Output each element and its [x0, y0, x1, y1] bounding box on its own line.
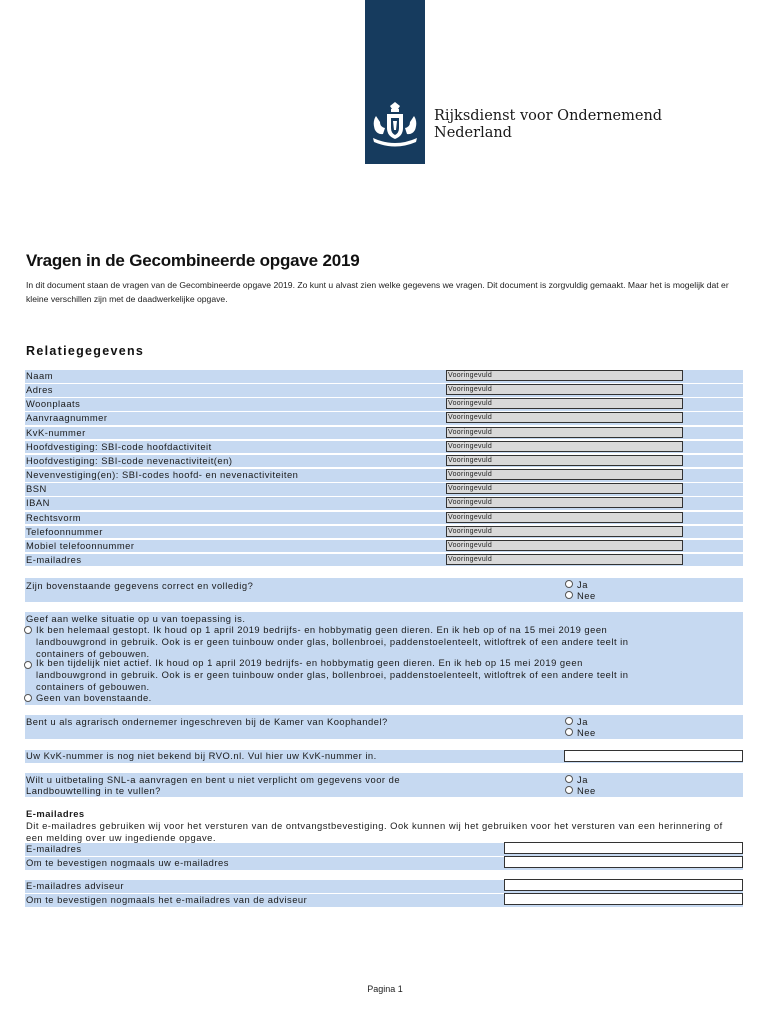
question-snl-label-line2: Landbouwtelling in te vullen? — [26, 785, 161, 796]
prefilled-field: Vooringevuld — [446, 497, 683, 508]
radio-snl-no[interactable] — [565, 786, 573, 794]
prefilled-field: Vooringevuld — [446, 412, 683, 423]
organization-name-line2: Nederland — [434, 125, 512, 141]
email-section-heading: E-mailadres — [26, 808, 85, 819]
relation-field-label: Hoofdvestiging: SBI-code nevenactiviteit(en) — [26, 454, 233, 466]
intro-text: In dit document staan de vragen van de Gecombineerde opgave 2019. Zo kunt u alvast zien welke gegevens we vragen. Dit document is zorgvuldig gemaakt. Maar het is mogelijk dat er kleine verschillen zijn met de daadwerkelijke opgave. — [26, 280, 729, 304]
advisor-email-confirm-input[interactable] — [504, 893, 743, 905]
relation-field-row — [25, 469, 743, 482]
radio-kvk-no-label: Nee — [577, 727, 596, 738]
prefilled-field: Vooringevuld — [446, 384, 683, 395]
prefilled-field: Vooringevuld — [446, 540, 683, 551]
logo-bar — [365, 0, 425, 164]
relation-field-row — [25, 455, 743, 468]
radio-correct-yes[interactable] — [565, 580, 573, 588]
relation-field-label: Adres — [26, 384, 53, 396]
kvk-number-input[interactable] — [564, 750, 743, 762]
email-label: E-mailadres — [26, 843, 82, 854]
radio-situation-none[interactable] — [24, 694, 32, 702]
email-input[interactable] — [504, 842, 743, 854]
question-correct-label: Zijn bovenstaande gegevens correct en volledig? — [26, 580, 254, 591]
relation-field-label: IBAN — [26, 497, 50, 509]
relation-field-label: BSN — [26, 483, 47, 495]
page-number: Pagina 1 — [367, 984, 403, 994]
radio-kvk-no[interactable] — [565, 728, 573, 736]
question-correct — [25, 578, 743, 602]
question-kvk-registered — [25, 715, 743, 739]
relation-field-label: E-mailadres — [26, 553, 82, 565]
prefilled-field: Vooringevuld — [446, 441, 683, 452]
relation-field-row — [25, 384, 743, 397]
prefilled-field: Vooringevuld — [446, 526, 683, 537]
email-section-description: Dit e-mailadres gebruiken wij voor het versturen van de ontvangstbevestiging. Ook kunnen wij het gebruiken voor het versturen van een herinnering of een melding over uw ingediende opgave. — [26, 820, 723, 843]
radio-situation-inactive[interactable] — [24, 661, 32, 669]
prefilled-field: Vooringevuld — [446, 469, 683, 480]
radio-situation-stopped[interactable] — [24, 626, 32, 634]
relation-field-row — [25, 512, 743, 525]
prefilled-field: Vooringevuld — [446, 512, 683, 523]
relation-field-label: Telefoonnummer — [26, 525, 103, 537]
relation-field-row — [25, 554, 743, 567]
question-situation — [25, 612, 743, 705]
prefilled-field: Vooringevuld — [446, 427, 683, 438]
radio-correct-no-label: Nee — [577, 590, 596, 601]
email-confirm-label: Om te bevestigen nogmaals uw e-mailadres — [26, 857, 229, 868]
prefilled-field: Vooringevuld — [446, 554, 683, 565]
advisor-email-confirm-label: Om te bevestigen nogmaals het e-mailadres van de adviseur — [26, 894, 308, 905]
radio-correct-no[interactable] — [565, 591, 573, 599]
question-situation-label: Geef aan welke situatie op u van toepassing is. — [26, 613, 246, 624]
section-title-relatiegegevens: Relatiegegevens — [26, 344, 145, 358]
relation-field-label: Mobiel telefoonnummer — [26, 539, 135, 551]
relation-field-row — [25, 526, 743, 539]
situation-option-none: Geen van bovenstaande. — [36, 692, 152, 703]
relation-field-label: Aanvraagnummer — [26, 412, 108, 424]
relation-field-row — [25, 441, 743, 454]
relation-field-row — [25, 497, 743, 510]
document-title: Vragen in de Gecombineerde opgave 2019 — [26, 251, 360, 270]
relation-field-label: KvK-nummer — [26, 426, 86, 438]
prefilled-field: Vooringevuld — [446, 455, 683, 466]
situation-option-inactive: Ik ben tijdelijk niet actief. Ik houd op 1 april 2019 bedrijfs- en hobbymatig geen dieren. En ik heb op 15 mei 2019 geen landbouwgrond in gebruik. Ook is er geen tuinbouw onder glas, bollenbroei, paddenstoelenteelt, witloftrek of een andere teelt in containers of gebouwen. — [36, 657, 629, 692]
relation-field-row — [25, 540, 743, 553]
prefilled-field: Vooringevuld — [446, 483, 683, 494]
radio-snl-yes-label: Ja — [577, 774, 588, 785]
radio-snl-no-label: Nee — [577, 785, 596, 796]
question-kvk-registered-label: Bent u als agrarisch ondernemer ingeschreven bij de Kamer van Koophandel? — [26, 716, 388, 727]
relation-field-label: Rechtsvorm — [26, 511, 82, 523]
radio-kvk-yes-label: Ja — [577, 716, 588, 727]
prefilled-field: Vooringevuld — [446, 370, 683, 381]
advisor-email-input[interactable] — [504, 879, 743, 891]
relation-field-label: Woonplaats — [26, 398, 81, 410]
relation-field-row — [25, 412, 743, 425]
relation-field-row — [25, 483, 743, 496]
coat-of-arms-icon — [370, 102, 420, 148]
question-snl — [25, 773, 743, 797]
advisor-email-label: E-mailadres adviseur — [26, 880, 125, 891]
relation-field-label: Naam — [26, 370, 54, 381]
radio-snl-yes[interactable] — [565, 775, 573, 783]
organization-name-line1: Rijksdienst voor Ondernemend — [434, 108, 663, 124]
relation-field-row — [25, 427, 743, 440]
organization-name — [434, 108, 662, 142]
relation-field-label: Nevenvestiging(en): SBI-codes hoofd- en nevenactiviteiten — [26, 469, 299, 481]
question-snl-label-line1: Wilt u uitbetaling SNL-a aanvragen en bent u niet verplicht om gegevens voor de — [26, 774, 401, 785]
radio-correct-yes-label: Ja — [577, 579, 588, 590]
email-confirm-input[interactable] — [504, 856, 743, 868]
radio-kvk-yes[interactable] — [565, 717, 573, 725]
relation-field-label: Hoofdvestiging: SBI-code hoofdactiviteit — [26, 440, 212, 452]
relation-field-row — [25, 398, 743, 411]
prefilled-field: Vooringevuld — [446, 398, 683, 409]
relation-field-row — [25, 370, 743, 383]
situation-option-stopped: Ik ben helemaal gestopt. Ik houd op 1 april 2019 bedrijfs- en hobbymatig geen dieren. En ik heb op of na 15 mei 2019 geen landbouwgrond in gebruik. Ook is er geen tuinbouw onder glas, bollenbroei, paddenstoelenteelt, witloftrek of een andere teelt in containers of gebouwen. — [36, 624, 629, 659]
question-kvk-number-label: Uw KvK-nummer is nog niet bekend bij RVO.nl. Vul hier uw KvK-nummer in. — [26, 750, 377, 761]
